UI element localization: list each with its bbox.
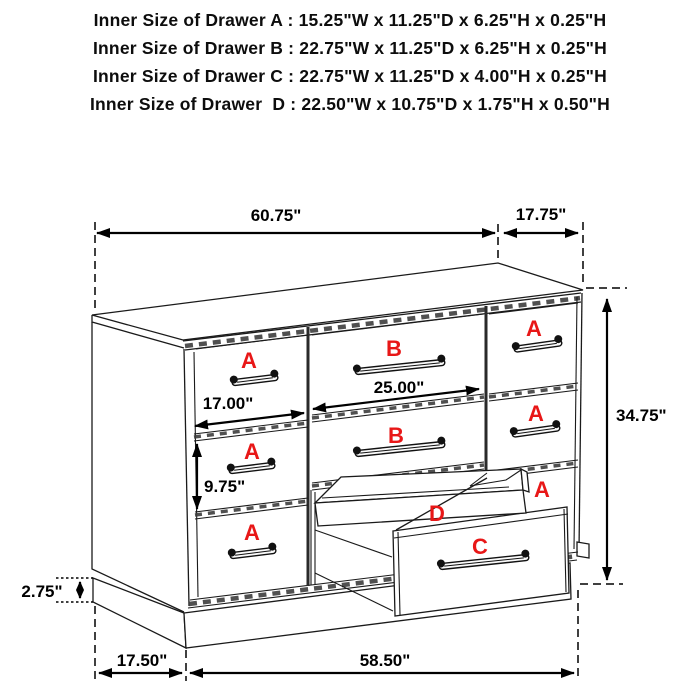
cabinet-right-edge [574, 293, 589, 558]
left-side-panel [92, 322, 198, 612]
dim-top-width [97, 206, 495, 233]
inner-size-line-a: Inner Size of Drawer A : 15.25"W x 11.25"D x 6.25"H x 0.25"H [93, 10, 607, 30]
dim-top-width-label: 60.75" [250, 206, 302, 225]
drawer-label-a-right-bottom: A [534, 477, 550, 502]
drawer-label-a-right-middle: A [528, 401, 544, 426]
cabinet-top [92, 263, 583, 350]
drawer-label-b-bottom: B [388, 423, 404, 448]
dim-overall-height-label: 34.75" [616, 406, 667, 425]
inner-size-line-d: Inner Size of Drawer D : 22.50"W x 10.75"D x 1.75"H x 0.50"H [89, 94, 611, 114]
drawer-rail-right-1 [489, 383, 578, 401]
dim-top-depth [504, 205, 578, 233]
dim-drawer-a-height [197, 444, 245, 509]
dim-base-width-label: 58.50" [359, 651, 411, 670]
drawer-label-d: D [429, 501, 445, 526]
drawer-label-a-left-bottom: A [244, 520, 260, 545]
dim-overall-height [607, 299, 667, 580]
dim-drawer-a-width [195, 394, 304, 426]
drawer-label-a-left-top: A [241, 348, 257, 373]
dim-base-depth [99, 651, 182, 673]
inner-size-line-c: Inner Size of Drawer C : 22.75"W x 11.25"D x 4.00"H x 0.25"H [92, 66, 608, 86]
mount-bracket [577, 542, 589, 558]
drawer-label-b-top: B [386, 336, 402, 361]
drawer-label-c: C [472, 534, 488, 559]
dim-drawer-a-height-label: 9.75" [204, 477, 246, 496]
dim-base-width [190, 651, 574, 673]
dim-top-depth-label: 17.75" [515, 205, 567, 224]
drawer-label-a-left-middle: A [244, 439, 260, 464]
drawer-rail-left-2 [195, 498, 308, 519]
dim-drawer-b-width-label: 25.00" [373, 378, 425, 397]
dim-base-height-label: 2.75" [21, 582, 63, 601]
inner-size-line-b: Inner Size of Drawer B : 22.75"W x 11.25"D x 6.25"H x 0.25"H [92, 38, 608, 58]
dim-base-depth-label: 17.50" [116, 651, 168, 670]
drawer-label-a-right-top: A [526, 316, 542, 341]
dim-base-height [21, 582, 80, 601]
dim-drawer-a-width-label: 17.00" [202, 394, 254, 413]
